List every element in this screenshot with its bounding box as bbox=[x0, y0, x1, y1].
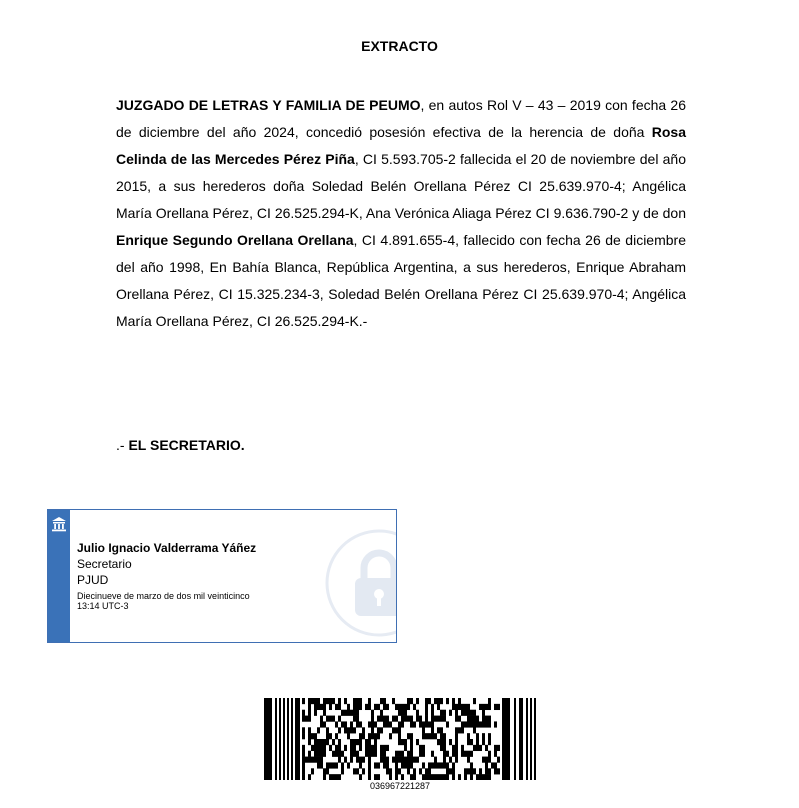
deceased-name-2: Enrique Segundo Orellana Orellana bbox=[116, 232, 354, 248]
pdf417-barcode bbox=[264, 698, 536, 780]
barcode-number: 036967221287 bbox=[369, 781, 431, 791]
body-text-part-3: , CI 4.891.655-4, fallecido con fecha 26 de diciembre del año 1998, En Bahía Blanca, República Argentina, a sus herederos, Enrique Abraham Orellana Pérez, CI 15.325.234-3, Soledad Belén Orellana Pérez CI 25.639.970-4; Angélica María Orellana Pérez, CI 26.525.294-K.- bbox=[116, 232, 686, 329]
document-title: EXTRACTO bbox=[361, 38, 438, 54]
electronic-signature-box bbox=[47, 509, 397, 643]
closing-signature-line bbox=[116, 437, 245, 453]
deceased-name-1: Rosa Celinda de las Mercedes Pérez Piña bbox=[116, 124, 686, 167]
lock-watermark-icon bbox=[324, 528, 397, 638]
signer-organization: PJUD bbox=[77, 573, 109, 587]
body-text-part-1: , en autos Rol V – 43 – 2019 con fecha 26 de diciembre del año 2024, concedió posesión efectiva de la herencia de doña bbox=[116, 97, 686, 140]
institution-icon bbox=[51, 516, 67, 532]
signature-side-bar bbox=[48, 510, 70, 642]
signer-name: Julio Ignacio Valderrama Yáñez bbox=[77, 541, 257, 555]
signature-time: 13:14 UTC-3 bbox=[77, 601, 129, 611]
body-text-part-2: , CI 5.593.705-2 fallecida el 20 de noviembre del año 2015, a sus herederos doña Soledad Belén Orellana Pérez CI 25.639.970-4; Angélica María Orellana Pérez, CI 26.525.294-K, Ana Verónica Aliaga Pérez CI 9.636.790-2 y de don bbox=[116, 151, 686, 221]
closing-role: EL SECRETARIO. bbox=[128, 437, 245, 453]
closing-prefix: .- bbox=[116, 437, 129, 453]
signer-position: Secretario bbox=[77, 557, 132, 571]
signature-date: Diecinueve de marzo de dos mil veinticinco bbox=[77, 591, 250, 601]
extract-body bbox=[116, 92, 686, 335]
court-name: JUZGADO DE LETRAS Y FAMILIA DE PEUMO bbox=[116, 97, 421, 113]
